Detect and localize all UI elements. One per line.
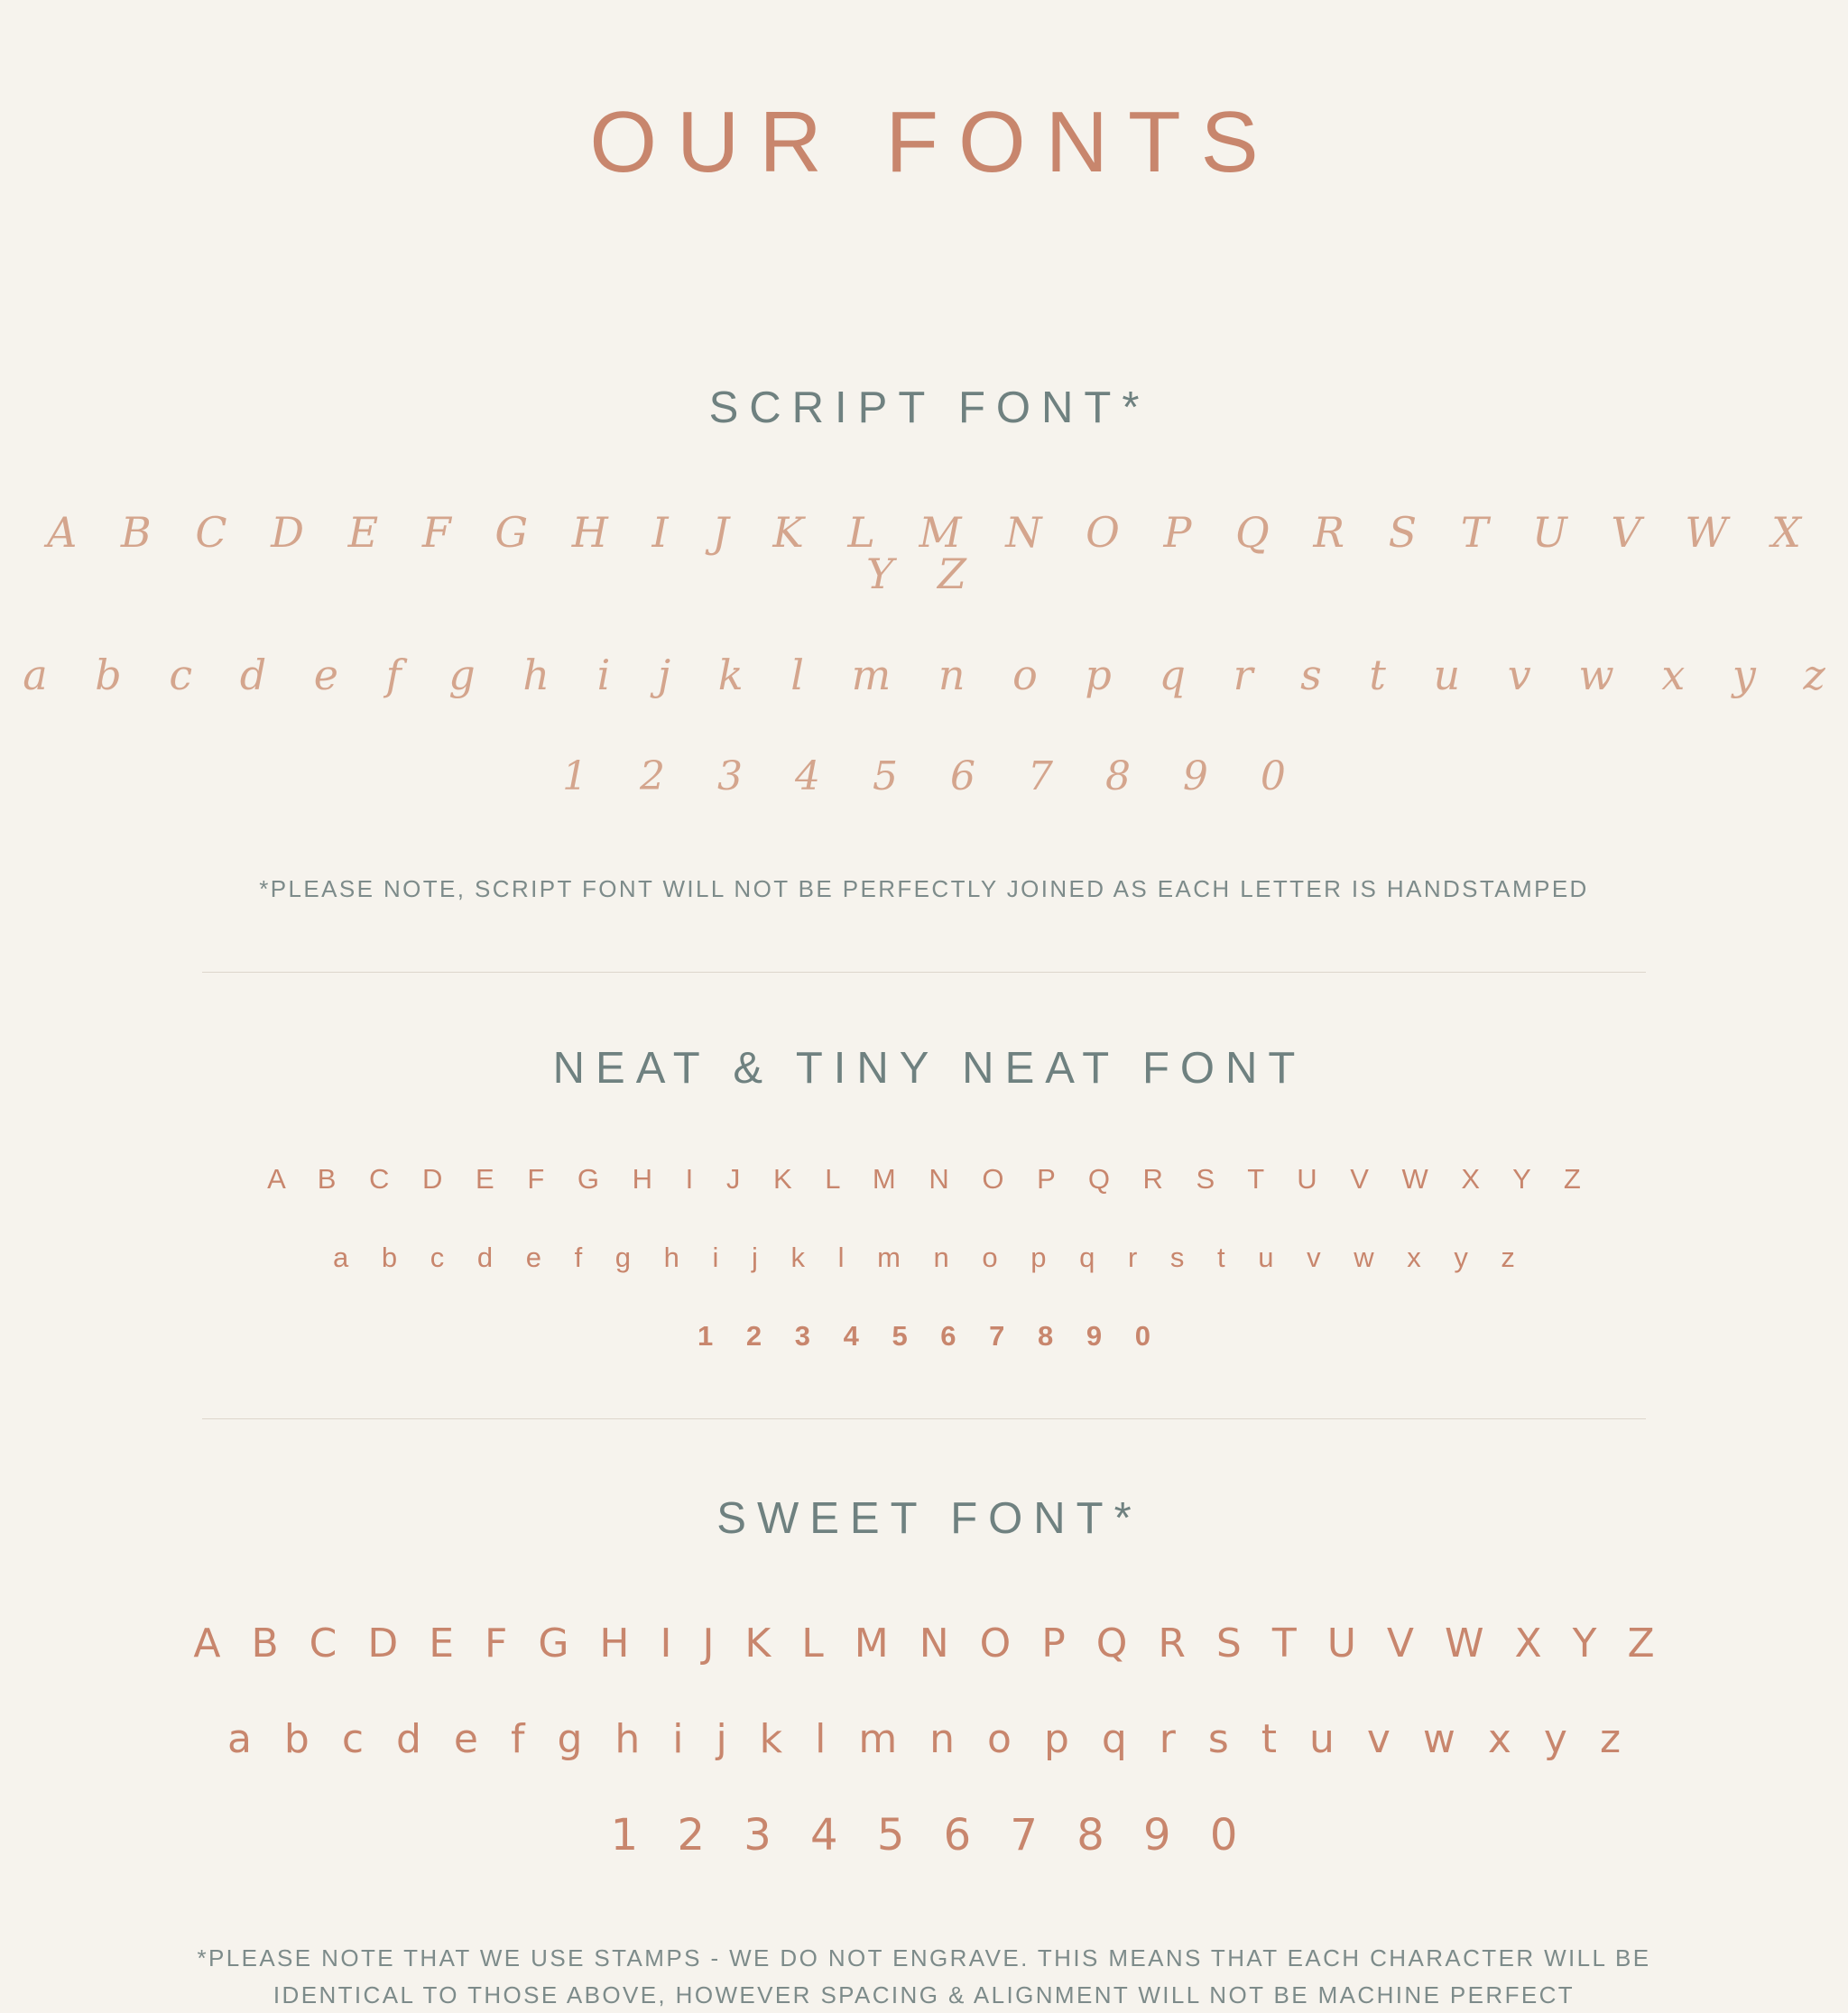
divider-2	[202, 1418, 1646, 1419]
section-neat-font	[0, 1044, 1848, 1353]
page-title: OUR FONTS	[589, 94, 1279, 190]
neat-uppercase-row: A B C D E F G H I J K L M N O P Q R S T U V W X Y Z	[267, 1163, 1594, 1196]
section-script-font	[0, 383, 1848, 907]
section-sweet-font	[0, 1494, 1848, 1861]
sweet-numbers-row: 1 2 3 4 5 6 7 8 9 0	[610, 1810, 1251, 1861]
script-lowercase-row: a b c d e f g h i j k l m n o p q r s t u v w x y z	[23, 651, 1843, 699]
section-title-neat: NEAT & TINY NEAT FONT	[552, 1044, 1307, 1094]
divider-1	[202, 972, 1646, 973]
script-font-note: *PLEASE NOTE, SCRIPT FONT WILL NOT BE PERFECTLY JOINED AS EACH LETTER IS HANDSTAMPED	[259, 875, 1589, 902]
section-title-script: SCRIPT FONT*	[708, 383, 1150, 432]
footer-note-line-2: IDENTICAL TO THOSE ABOVE, HOWEVER SPACING & ALIGNMENT WILL NOT BE MACHINE PERFECT	[273, 1981, 1575, 2008]
sweet-lowercase-row: a b c d e f g h i j k l m n o p q r s t u v w x y z	[226, 1716, 1631, 1763]
script-uppercase-row: A B C D E F G H I J K L M N O P Q R S T U V W X Y Z	[47, 508, 1816, 598]
script-numbers-row: 1 2 3 4 5 6 7 8 9 0	[562, 753, 1306, 799]
footer-note-line-1: *PLEASE NOTE THAT WE USE STAMPS - WE DO NOT ENGRAVE. THIS MEANS THAT EACH CHARACTER WILL BE	[197, 1944, 1651, 1972]
section-title-sweet: SWEET FONT*	[716, 1494, 1142, 1544]
sweet-uppercase-row: A B C D E F G H I J K L M N O P Q R S T U V W X Y Z	[193, 1621, 1664, 1667]
neat-lowercase-row: a b c d e f g h i j k l m n o p q r s t u v w x y z	[333, 1242, 1528, 1274]
neat-numbers-row: 1 2 3 4 5 6 7 8 9 0	[698, 1320, 1163, 1353]
